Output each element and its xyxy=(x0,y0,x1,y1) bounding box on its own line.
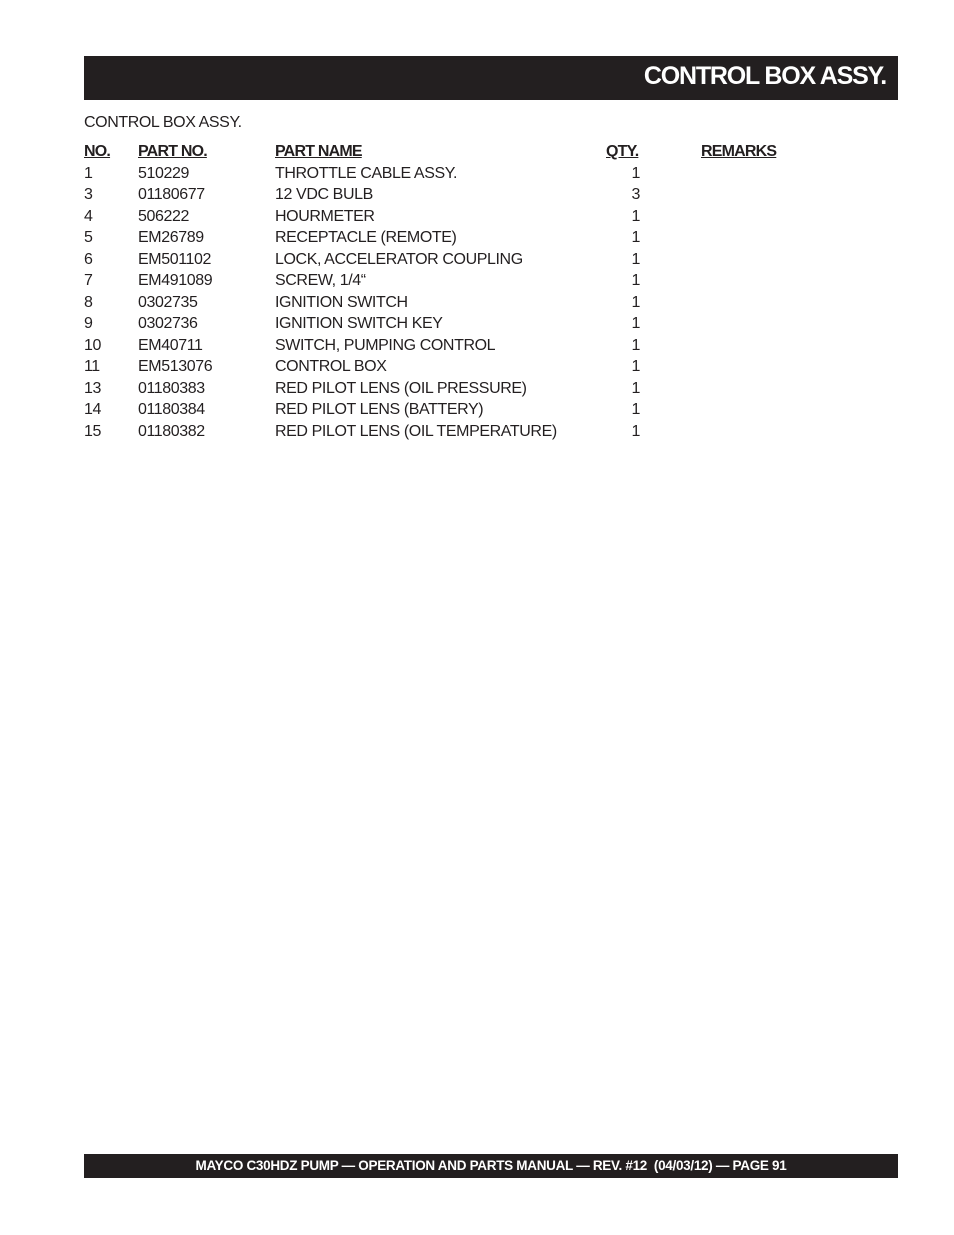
column-header-part-name: PART NAME xyxy=(275,143,362,160)
cell-no: 3 xyxy=(84,186,93,203)
header-bar xyxy=(84,56,898,100)
cell-qty: 1 xyxy=(631,293,640,311)
column-header-qty: QTY. xyxy=(606,143,639,160)
table-body xyxy=(84,165,804,445)
cell-qty: 1 xyxy=(631,207,640,225)
cell-qty: 1 xyxy=(631,336,640,354)
column-header-remarks: REMARKS xyxy=(701,143,777,160)
table-row xyxy=(84,208,804,230)
table-row xyxy=(84,380,804,402)
cell-qty: 1 xyxy=(631,229,640,246)
cell-no: 13 xyxy=(84,379,101,397)
parts-table xyxy=(84,143,804,444)
cell-no: 11 xyxy=(84,358,100,375)
cell-no: 4 xyxy=(84,207,93,225)
cell-part-no: EM501102 xyxy=(138,250,212,268)
table-row xyxy=(84,272,804,294)
cell-no: 6 xyxy=(84,250,93,268)
cell-part-name: CONTROL BOX xyxy=(275,358,387,375)
cell-part-no: EM513076 xyxy=(138,358,213,375)
table-header-row xyxy=(84,143,804,165)
table-row xyxy=(84,186,804,208)
table-row xyxy=(84,337,804,359)
table-row xyxy=(84,358,804,380)
table-row xyxy=(84,401,804,423)
column-header-no: NO. xyxy=(84,143,111,160)
cell-part-no: 510229 xyxy=(138,164,189,182)
table-row xyxy=(84,315,804,337)
cell-qty: 1 xyxy=(631,379,640,397)
page-title: CONTROL BOX ASSY. xyxy=(643,62,886,90)
table-row xyxy=(84,294,804,316)
cell-part-name: RED PILOT LENS (OIL PRESSURE) xyxy=(275,379,527,397)
cell-part-no: 01180382 xyxy=(138,422,205,440)
cell-part-no: 0302736 xyxy=(138,315,198,332)
cell-part-name: RECEPTACLE (REMOTE) xyxy=(275,229,457,246)
cell-qty: 1 xyxy=(631,250,640,268)
cell-no: 8 xyxy=(84,293,93,311)
cell-part-no: EM491089 xyxy=(138,272,213,289)
cell-part-no: 0302735 xyxy=(138,293,198,311)
cell-part-no: 01180677 xyxy=(138,186,205,203)
cell-part-name: LOCK, ACCELERATOR COUPLING xyxy=(275,250,523,268)
cell-qty: 1 xyxy=(631,422,640,440)
table-row xyxy=(84,423,804,445)
cell-no: 5 xyxy=(84,229,93,246)
table-row xyxy=(84,229,804,251)
table-row xyxy=(84,251,804,273)
cell-part-name: HOURMETER xyxy=(275,207,375,225)
cell-part-name: RED PILOT LENS (BATTERY) xyxy=(275,401,484,418)
cell-no: 7 xyxy=(84,272,93,289)
cell-part-name: THROTTLE CABLE ASSY. xyxy=(275,164,457,182)
cell-part-no: EM40711 xyxy=(138,336,203,354)
cell-part-name: RED PILOT LENS (OIL TEMPERATURE) xyxy=(275,422,557,440)
cell-part-no: EM26789 xyxy=(138,229,204,246)
cell-qty: 1 xyxy=(631,401,640,418)
cell-part-no: 01180384 xyxy=(138,401,205,418)
cell-no: 9 xyxy=(84,315,93,332)
cell-qty: 1 xyxy=(631,164,640,182)
cell-qty: 3 xyxy=(631,186,640,203)
cell-part-name: IGNITION SWITCH xyxy=(275,293,408,311)
footer-bar xyxy=(84,1154,898,1178)
cell-no: 15 xyxy=(84,422,101,440)
cell-part-no: 506222 xyxy=(138,207,189,225)
cell-part-no: 01180383 xyxy=(138,379,205,397)
table-row xyxy=(84,165,804,187)
cell-qty: 1 xyxy=(631,315,640,332)
cell-no: 14 xyxy=(84,401,101,418)
column-header-part-no: PART NO. xyxy=(138,143,207,160)
cell-no: 1 xyxy=(84,164,93,182)
section-label: CONTROL BOX ASSY. xyxy=(84,114,242,131)
cell-part-name: 12 VDC BULB xyxy=(275,186,373,203)
cell-qty: 1 xyxy=(631,358,640,375)
cell-part-name: IGNITION SWITCH KEY xyxy=(275,315,443,332)
cell-no: 10 xyxy=(84,336,101,354)
cell-part-name: SWITCH, PUMPING CONTROL xyxy=(275,336,496,354)
cell-part-name: SCREW, 1/4“ xyxy=(275,272,366,289)
cell-qty: 1 xyxy=(631,272,640,289)
footer-text: MAYCO C30HDZ PUMP — OPERATION AND PARTS MANUAL — REV. #12 (04/03/12) — PAGE 91 xyxy=(195,1158,787,1173)
